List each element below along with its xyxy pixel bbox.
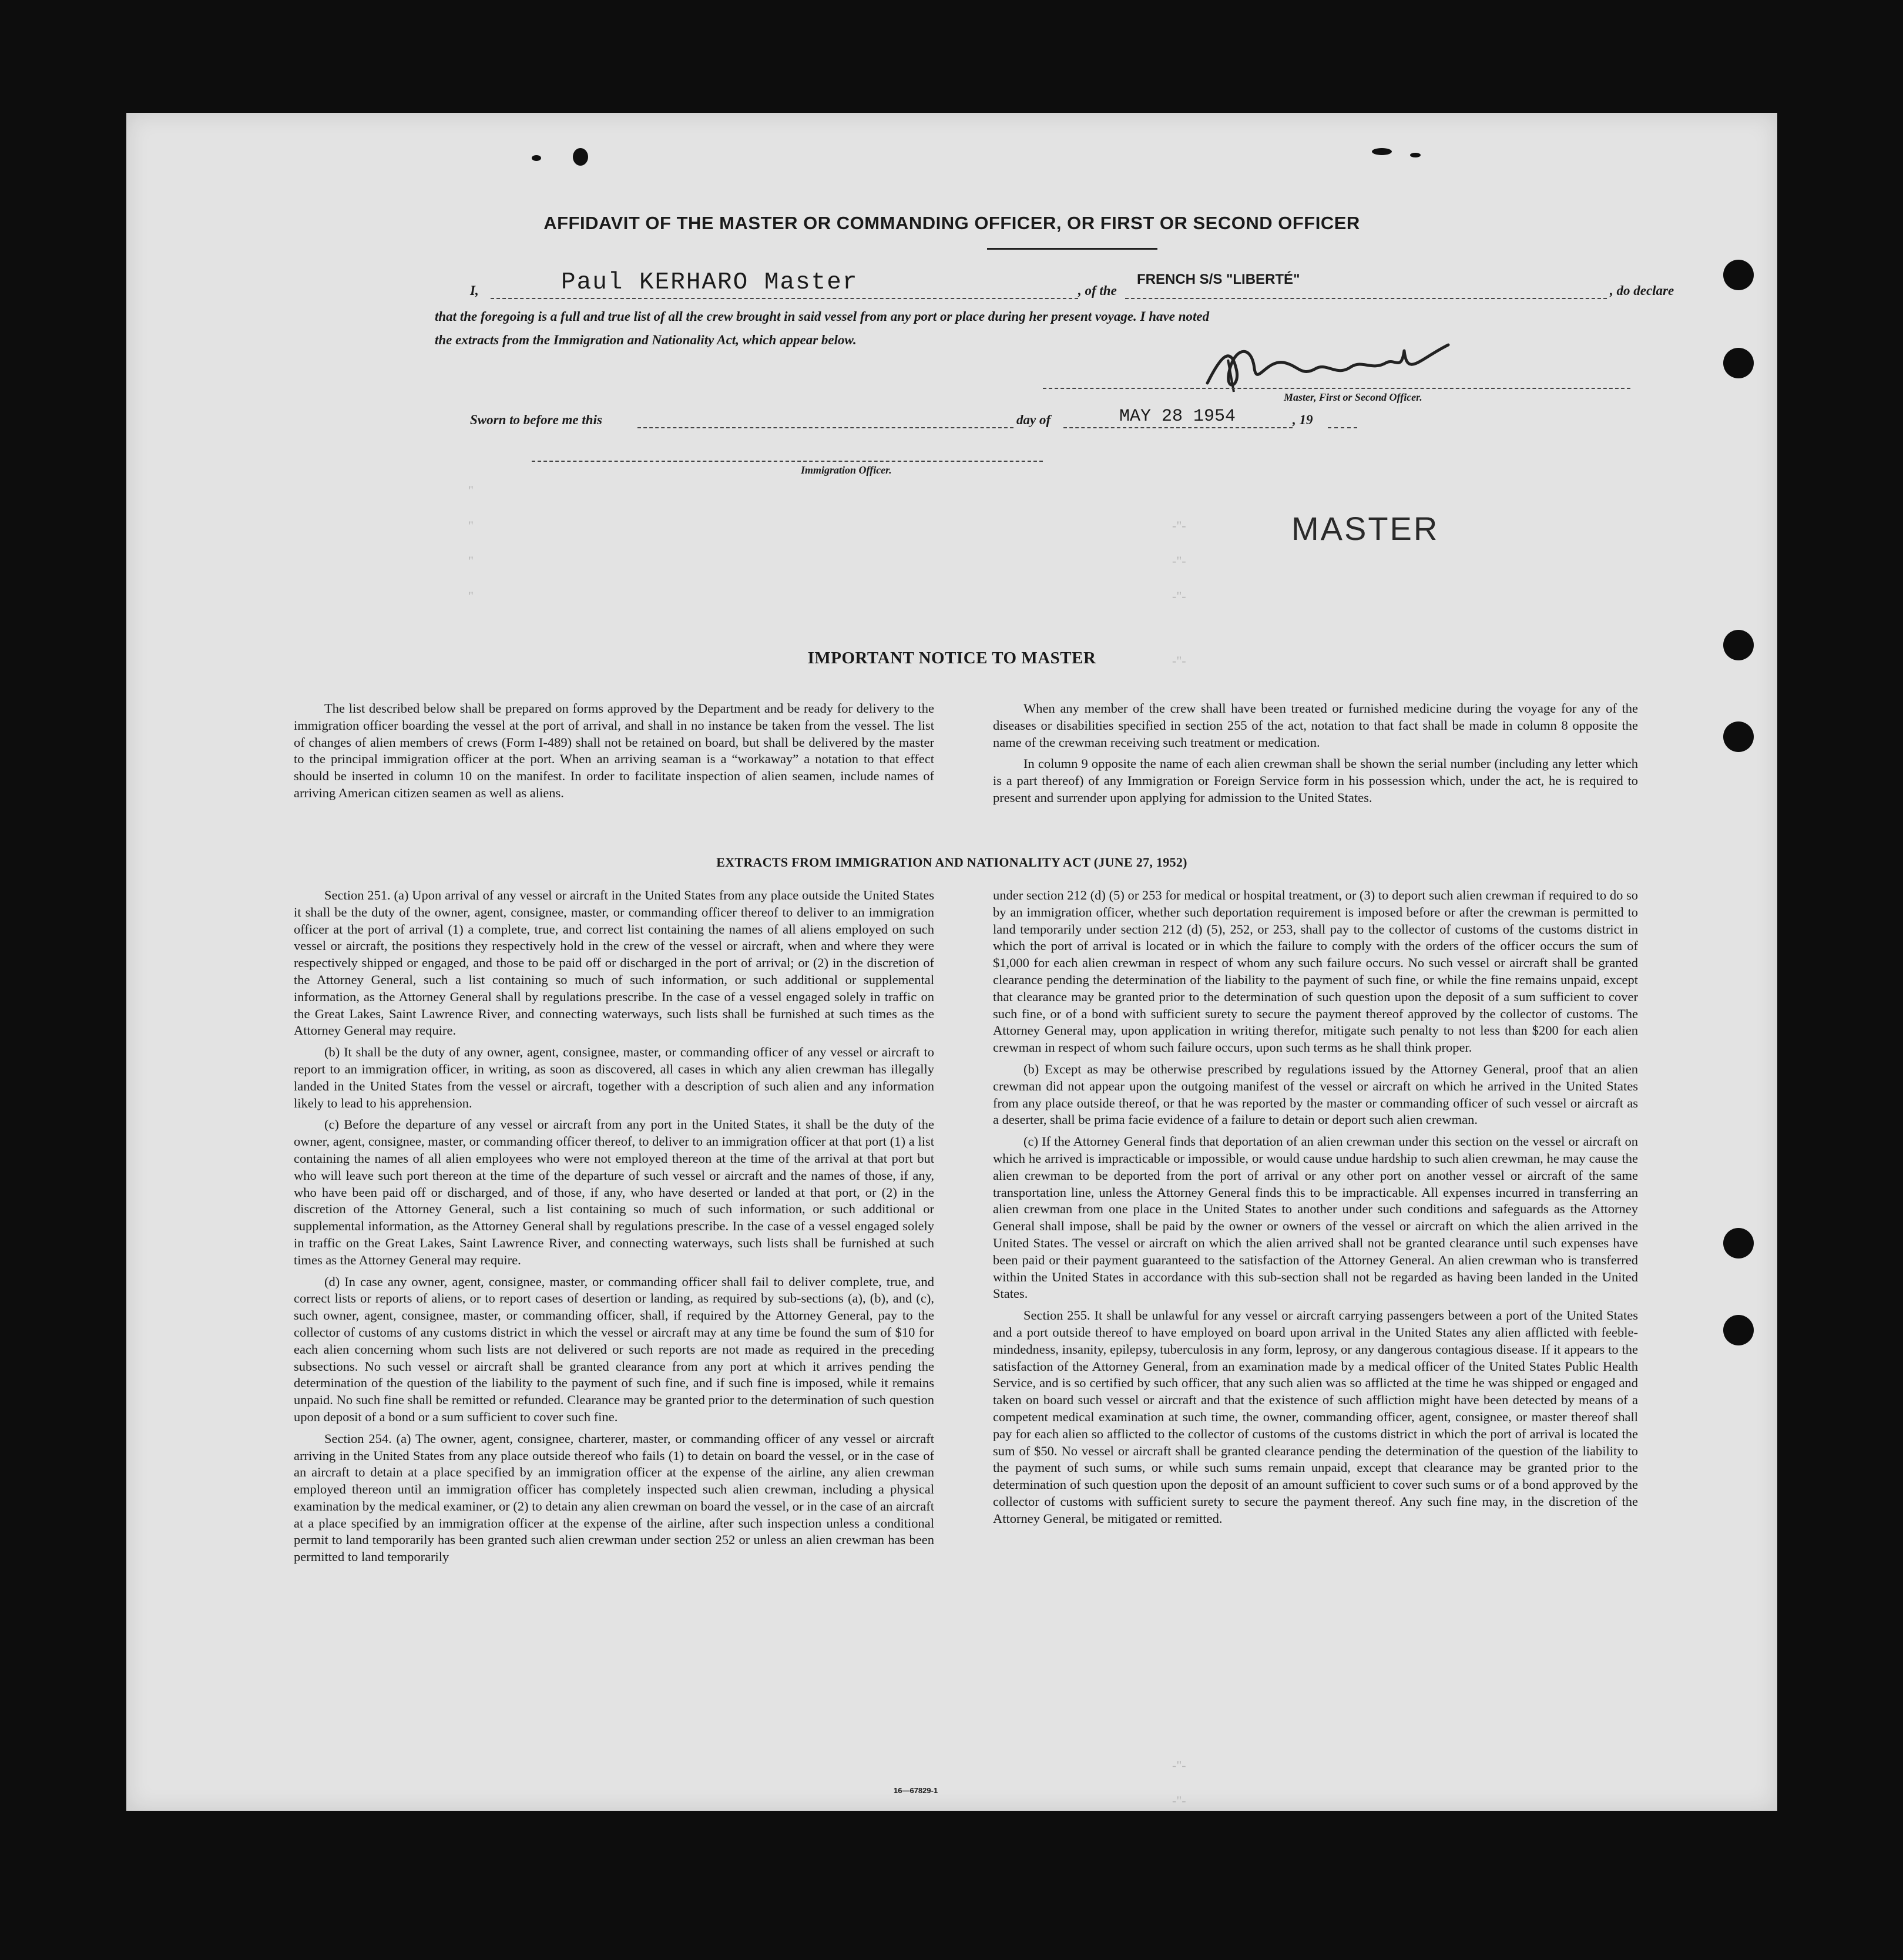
do-declare-label: , do declare: [1610, 283, 1674, 298]
declaration-line-2: the extracts from the Immigration and Nationality Act, which appear below.: [435, 333, 857, 347]
ink-smudge: [1410, 153, 1421, 157]
sworn-month-line: [1063, 427, 1293, 428]
binder-hole: [1723, 260, 1754, 290]
year-label: , 19: [1293, 412, 1313, 427]
notice-right-column: [993, 700, 1638, 811]
bleed-through-mark: -"-: [1172, 518, 1186, 533]
ink-smudge: [573, 148, 588, 166]
bleed-through-mark: ": [468, 518, 474, 533]
form-number: 16—67829-1: [894, 1786, 938, 1795]
sworn-year-line: [1328, 427, 1357, 428]
vessel-name: FRENCH S/S "LIBERTÉ": [1137, 271, 1300, 287]
vessel-fill-line: [1125, 298, 1607, 299]
notice-title: IMPORTANT NOTICE TO MASTER: [807, 649, 1096, 667]
master-stamp: MASTER: [1291, 510, 1439, 547]
ink-smudge: [532, 155, 541, 161]
act-paragraph: Section 255. It shall be unlawful for any vessel or aircraft carrying passengers between a port of the United States and a port outside thereof to have employed on board upon arrival in the United States any alien afflicted with feeble-mindedness, insanity, epilepsy, tuberculosis in any form, leprosy, or any dangerous contagious disease. If it appears to the satisfaction of the Attorney General, from an examination made by a medical officer of the United States Public Health Service, and is so certified by such officer, that any such alien was so afflicted at the time he was shipped or engaged and taken on board such vessel or aircraft and that the existence of such affliction might have been detected by means of a competent medical examination at such time, the owner, commanding officer, agent, consignee, or master thereof shall pay for each alien so afflicted to the collector of customs of the customs district in which the port of arrival is located the sum of $50. No vessel or aircraft shall be granted clearance pending the determination of the question of the liability to the payment of such sums, or while such sums remain unpaid, except that clearance may be granted prior to the determination of such question upon the deposit of an amount sufficient to cover such sums or of a bond approved by the collector of customs with sufficient surety to secure the payment thereof. Any such fine may, in the discretion of the Attorney General, be mitigated or remitted.: [993, 1308, 1638, 1526]
binder-hole: [1723, 348, 1754, 378]
bleed-through-mark: ": [468, 589, 474, 603]
sworn-label: Sworn to before me this: [470, 412, 602, 427]
immigration-officer-caption: Immigration Officer.: [801, 464, 892, 476]
signature-line: [1043, 388, 1630, 389]
day-of-label: day of: [1016, 412, 1051, 427]
act-paragraph: (d) In case any owner, agent, consignee, master, or commanding officer shall fail to deliver complete, true, and correct lists or reports of aliens, or to report cases of desertion or landing, as required by sub-sections (a), (b), and (c), such owner, agent, consignee, master, or commanding officer, shall, if required by the Attorney General, pay to the collector of customs of any customs district in which the vessel or aircraft may at any time be found the sum of $10 for each alien concerning whom such lists are not delivered or such reports are not made as required in the preceding subsections. No such vessel or aircraft shall be granted clearance from any port at which it arrives pending the determination of the question of the liability to the payment of such fine, and if such fine is imposed, while it remains unpaid. No such fine shall be remitted or refunded. Clearance may be granted prior to the determination of such question upon deposit of a bond or a sum sufficient to cover such fine.: [294, 1274, 934, 1424]
ink-smudge: [1372, 148, 1392, 155]
act-paragraph: (c) If the Attorney General finds that deportation of an alien crewman under this section on the vessel or aircraft on which he arrived is impracticable or impossible, or would cause undue hardship to such alien crewman, he may cause the alien crewman to be deported from the port of arrival or any other port on another vessel or aircraft of the same transportation line, unless the Attorney General finds this to be impracticable. All expenses incurred in transferring an alien crewman from one place in the United States to another under such conditions and safeguards as the Attorney General shall impose, shall be paid by the owner or owners of the vessel or aircraft on which the alien arrived in the United States. The vessel or aircraft on which the alien arrived shall not be granted clearance until such expenses have been paid or their payment guaranteed to the satisfaction of the Attorney General. An alien crewman who is transferred within the United States in accordance with this sub-section shall not be regarded as having been landed in the United States.: [993, 1134, 1638, 1301]
bleed-through-mark: ": [468, 483, 474, 498]
extracts-title: EXTRACTS FROM IMMIGRATION AND NATIONALITY ACT (JUNE 27, 1952): [716, 855, 1187, 870]
document-page: [126, 113, 1777, 1811]
i-label: I,: [470, 283, 479, 298]
bleed-through-mark: -"-: [1172, 553, 1186, 568]
master-name: Paul KERHARO Master: [561, 269, 858, 296]
sworn-date: MAY 28 1954: [1119, 407, 1236, 427]
immigration-officer-line: [532, 461, 1043, 462]
extracts-right-column: [993, 887, 1638, 1532]
act-paragraph: Section 254. (a) The owner, agent, consignee, charterer, master, or commanding officer of any vessel or aircraft arriving in the United States from any place outside thereof who fails (1) to detain on board the vessel, or in the case of an aircraft to detain at a place specified by an immigration officer at the expense of the airline, any alien crewman employed thereon until an immigration officer has completely inspected such alien crewman, including a physical examination by the medical examiner, or (2) to detain any alien crewman on board the vessel, or in the case of an aircraft at a place specified by an immigration officer at the expense of the airline, after such inspection unless a conditional permit to land temporarily has been granted such alien crewman under section 252 or unless an alien crewman has been permitted to land temporarily: [294, 1431, 934, 1565]
binder-hole: [1723, 721, 1754, 752]
bleed-through-mark: ": [468, 553, 474, 568]
act-paragraph: (c) Before the departure of any vessel or aircraft from any port in the United States, it shall be the duty of the owner, agent, consignee, master, or commanding officer thereof, to deliver to an immigration officer at that port (1) a list containing the names of all alien employees who were not employed thereon at the time of the arrival at that port but who will leave such port thereon at the time of the departure of such vessel or aircraft and the names of those, if any, who have been paid off or discharged, and of those, if any, who have deserted or landed at that port, or (2) in the discretion of the Attorney General, such a list containing so much of such information, or such additional or supplemental information, as the Attorney General shall by regulations prescribe. In the case of a vessel engaged solely in traffic on the Great Lakes, Saint Lawrence River, and connecting waterways, such lists shall be furnished at such times as the Attorney General may require.: [294, 1117, 934, 1267]
act-paragraph: (b) It shall be the duty of any owner, agent, consignee, master, or commanding officer of any vessel or aircraft to report to an immigration officer, in writing, as soon as discovered, all cases in which any alien crewman has illegally landed in the United States from the vessel or aircraft, together with a description of such alien and any information likely to lead to his apprehension.: [294, 1045, 934, 1110]
affidavit-title: AFFIDAVIT OF THE MASTER OR COMMANDING OFFICER, OR FIRST OR SECOND OFFICER: [543, 213, 1360, 233]
bleed-through-mark: -"-: [1172, 1793, 1186, 1808]
declaration-line-1: that the foregoing is a full and true list of all the crew brought in said vessel from any port or place during her present voyage. I have noted: [435, 309, 1210, 324]
binder-hole: [1723, 1315, 1754, 1345]
sworn-day-line: [637, 427, 1013, 428]
title-rule: [987, 248, 1157, 250]
notice-paragraph: When any member of the crew shall have been treated or furnished medicine during the voyage for any of the diseases or disabilities specified in section 255 of the act, notation to that fact shall be made in column 8 opposite the name of the crewman receiving such treatment or medication.: [993, 701, 1638, 750]
notice-left-column: [294, 700, 934, 807]
bleed-through-mark: -"-: [1172, 589, 1186, 603]
of-the-label: , of the: [1078, 283, 1117, 298]
binder-hole: [1723, 1228, 1754, 1258]
act-paragraph: under section 212 (d) (5) or 253 for medical or hospital treatment, or (3) to deport such alien crewman if required to do so by an immigration officer, whether such deportation requirement is imposed before or after the crewman is permitted to land temporarily under section 212 (d) (5), 252, or 253, shall pay to the collector of customs of the customs district in which the port of arrival is located or in which the failure to comply with the orders of the officer occurs the sum of $1,000 for each alien crewman in respect of whom any such failure occurs. No such vessel or aircraft shall be granted clearance pending the determination of the liability to the payment of such fine, or while the fine remains unpaid, except that clearance may be granted prior to the determination of such question upon the deposit of a sum sufficient to cover such fine, or of a bond with sufficient surety to secure the payment thereof approved by the collector of customs. The Attorney General may, upon application in writing therefor, mitigate such penalty to not less than $200 for each alien crewman in respect of whom such failure occurs, upon such terms as he shall think proper.: [993, 888, 1638, 1055]
act-paragraph: Section 251. (a) Upon arrival of any vessel or aircraft in the United States from any place outside the United States it shall be the duty of the owner, agent, consignee, master, or commanding officer thereof to deliver to an immigration officer at the port of arrival (1) a complete, true, and correct list containing the names of all aliens employed on such vessel or aircraft, the positions they respectively hold in the crew of the vessel or aircraft, when and where they were respectively shipped or engaged, and those to be paid off or discharged in the port of arrival; or (2) in the discretion of the Attorney General, such a list containing so much of such information, or such additional or supplemental information, as the Attorney General shall by regulations prescribe. In the case of a vessel engaged solely in traffic on the Great Lakes, Saint Lawrence River, and connecting waterways, such lists shall be furnished at such times as the Attorney General may require.: [294, 888, 934, 1038]
extracts-left-column: [294, 887, 934, 1570]
name-fill-line: [491, 298, 1078, 299]
signature-caption: Master, First or Second Officer.: [1284, 391, 1422, 403]
bleed-through-mark: -"-: [1172, 1758, 1186, 1773]
act-paragraph: (b) Except as may be otherwise prescribed by regulations issued by the Attorney General, proof that an alien crewman did not appear upon the outgoing manifest of the vessel or aircraft on which he arrived in the United States from any place outside thereof, or that he was reported by the master or commanding officer of such vessel or aircraft as a deserter, shall be prima facie evidence of a failure to detain or deport such alien crewman.: [993, 1061, 1638, 1127]
notice-paragraph: In column 9 opposite the name of each alien crewman shall be shown the serial number (including any letter which is a part thereof) of any Immigration or Foreign Service form in his possession which, under the act, he is required to present and surrender upon applying for admission to the United States.: [993, 756, 1638, 805]
notice-paragraph: The list described below shall be prepared on forms approved by the Department and be ready for delivery to the immigration officer boarding the vessel at the port of arrival, and shall in no instance be taken from the vessel. The list of changes of alien members of crews (Form I-489) shall not be retained on board, but shall be delivered by the master to the principal immigration officer at the port. When an arriving seaman is a “workaway” a notation to that effect should be inserted in column 10 on the manifest. In order to facilitate inspection of alien seamen, include names of arriving American citizen seamen as well as aliens.: [294, 701, 934, 800]
bleed-through-mark: -"-: [1172, 653, 1186, 668]
